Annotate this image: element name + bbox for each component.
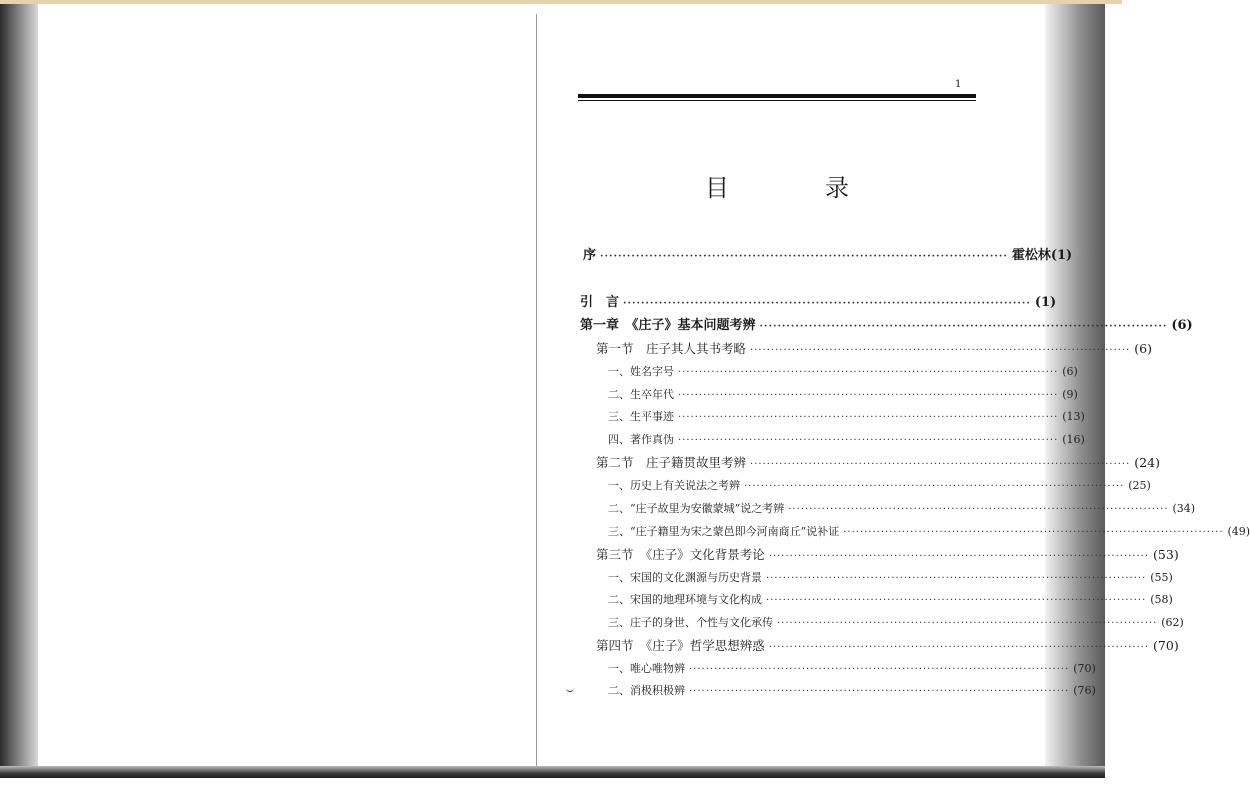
toc-entry-page: (6) [1134,341,1152,356]
toc-entry-page: (1) [1034,295,1057,310]
toc-entry-leader: ··························································································· [600,251,1008,262]
page-number: 1 [955,79,962,90]
toc-entry-title: 二、“庄子故里为安徽蒙城”说之考辨 [608,502,785,515]
toc-entry-title: 第四节 《庄子》哲学思想辨惑 [596,638,765,653]
toc-entry-title: 引 言 [580,295,620,310]
toc-entry-title: 三、庄子的身世、个性与文化承传 [608,616,773,629]
toc-entry-section [596,338,1152,360]
toc-entry-leader: ··························································································· [777,618,1158,629]
toc-entry-subsection [608,658,1096,680]
toc-entry-page: (6) [1062,365,1078,378]
toc-entry-leader: ··························································································· [750,459,1131,470]
toc-entry-leader: ··························································································· [678,435,1059,446]
toc-entry-title: 二、消极积极辨 [608,684,685,697]
toc-entry-title: 序 [583,248,597,263]
toc-entry-page: (6) [1171,318,1193,333]
toc-entry-section [596,452,1160,474]
toc-entry-page: (53) [1153,547,1179,562]
toc-entry-page: (16) [1062,433,1085,446]
toc-entry-leader: ··························································································· [768,551,1150,562]
toc-entry-page: (76) [1073,684,1096,697]
left-page-blank [38,10,536,772]
scan-right-margin [1105,4,1122,796]
toc-entry-introduction [580,292,1057,314]
toc-entry-page: (24) [1134,455,1160,470]
toc-entry-title: 一、宋国的文化渊源与历史背景 [608,571,762,584]
toc-entry-title: 三、生平事迹 [608,410,674,423]
toc-entry-section [596,635,1179,657]
toc-entry-subsection [608,612,1184,634]
toc-entry-leader: ··························································································· [678,412,1059,423]
toc-entry-title: 三、“庄子籍里为宋之蒙邑即今河南商丘”说补证 [608,525,840,538]
toc-entry-leader: ··························································································· [744,481,1125,492]
toc-entry-title: 二、生卒年代 [608,388,674,401]
scan-top-strip [0,0,1122,4]
toc-entry-leader: ··························································································· [623,298,1031,309]
toc-entry-page: (70) [1153,638,1179,653]
toc-entry-section [596,544,1179,566]
toc-entry-subsection [608,680,1096,702]
toc-entry-page: (9) [1062,388,1078,401]
toc-entry-leader: ··························································································· [678,367,1059,378]
header-rule-thin [578,100,976,101]
toc-entry-page: (55) [1150,571,1173,584]
toc-entry-subsection [608,498,1196,520]
toc-entry-page: (25) [1128,479,1151,492]
toc-entry-page: (58) [1150,593,1173,606]
toc-entry-title: 第二节 庄子籍贯故里考辨 [596,455,747,470]
toc-entry-subsection [608,475,1151,497]
toc-entry-title: 二、宋国的地理环境与文化构成 [608,593,762,606]
toc-entry-leader: ··························································································· [750,345,1131,356]
toc-entry-title: 一、历史上有关说法之考辨 [608,479,740,492]
toc-entry-title: 第一章 《庄子》基本问题考辨 [580,318,756,333]
header-rule-thick [578,94,976,98]
toc-entry-leader: ··························································································· [766,595,1147,606]
toc-entry-leader: ··························································································· [689,664,1070,675]
toc-entry-leader: ··························································································· [759,321,1168,332]
toc-title: 目 录 [705,174,885,202]
toc-entry-title: 一、姓名字号 [608,365,674,378]
toc-entry-chapter [580,315,1193,337]
toc-entry-subsection [608,567,1173,589]
toc-entry-title: 四、著作真伪 [608,433,674,446]
toc-entry-subsection [608,406,1085,428]
toc-entry-page: 霍松林(1) [1011,248,1073,263]
toc-entry-page: (13) [1062,410,1085,423]
toc-entry-leader: ··························································································· [689,686,1070,697]
toc-entry-leader: ··························································································· [768,642,1150,653]
toc-entry-subsection [608,429,1085,451]
toc-entry-subsection [608,384,1078,406]
scan-bottom-shadow [0,766,1105,778]
scan-left-edge [0,4,38,774]
toc-entry-leader: ··························································································· [788,504,1169,515]
toc-entry-title: 第一节 庄子其人其书考略 [596,341,747,356]
toc-entry-page: (70) [1073,662,1096,675]
scan-bottom-margin [0,778,1105,796]
toc-entry-leader: ··························································································· [843,527,1224,538]
toc-entry-page: (34) [1172,502,1196,515]
toc-entry-page: (49) [1227,525,1250,538]
toc-entry-leader: ··························································································· [766,573,1147,584]
toc-entry-page: (62) [1161,616,1184,629]
toc-entry-title: 第三节 《庄子》文化背景考论 [596,547,765,562]
toc-entry-subsection [608,361,1078,383]
toc-entry-title: 一、唯心唯物辨 [608,662,685,675]
toc-entry-preface [583,245,1073,267]
toc-entry-subsection [608,521,1250,543]
toc-entry-subsection [608,589,1173,611]
toc-entry-leader: ··························································································· [678,390,1059,401]
